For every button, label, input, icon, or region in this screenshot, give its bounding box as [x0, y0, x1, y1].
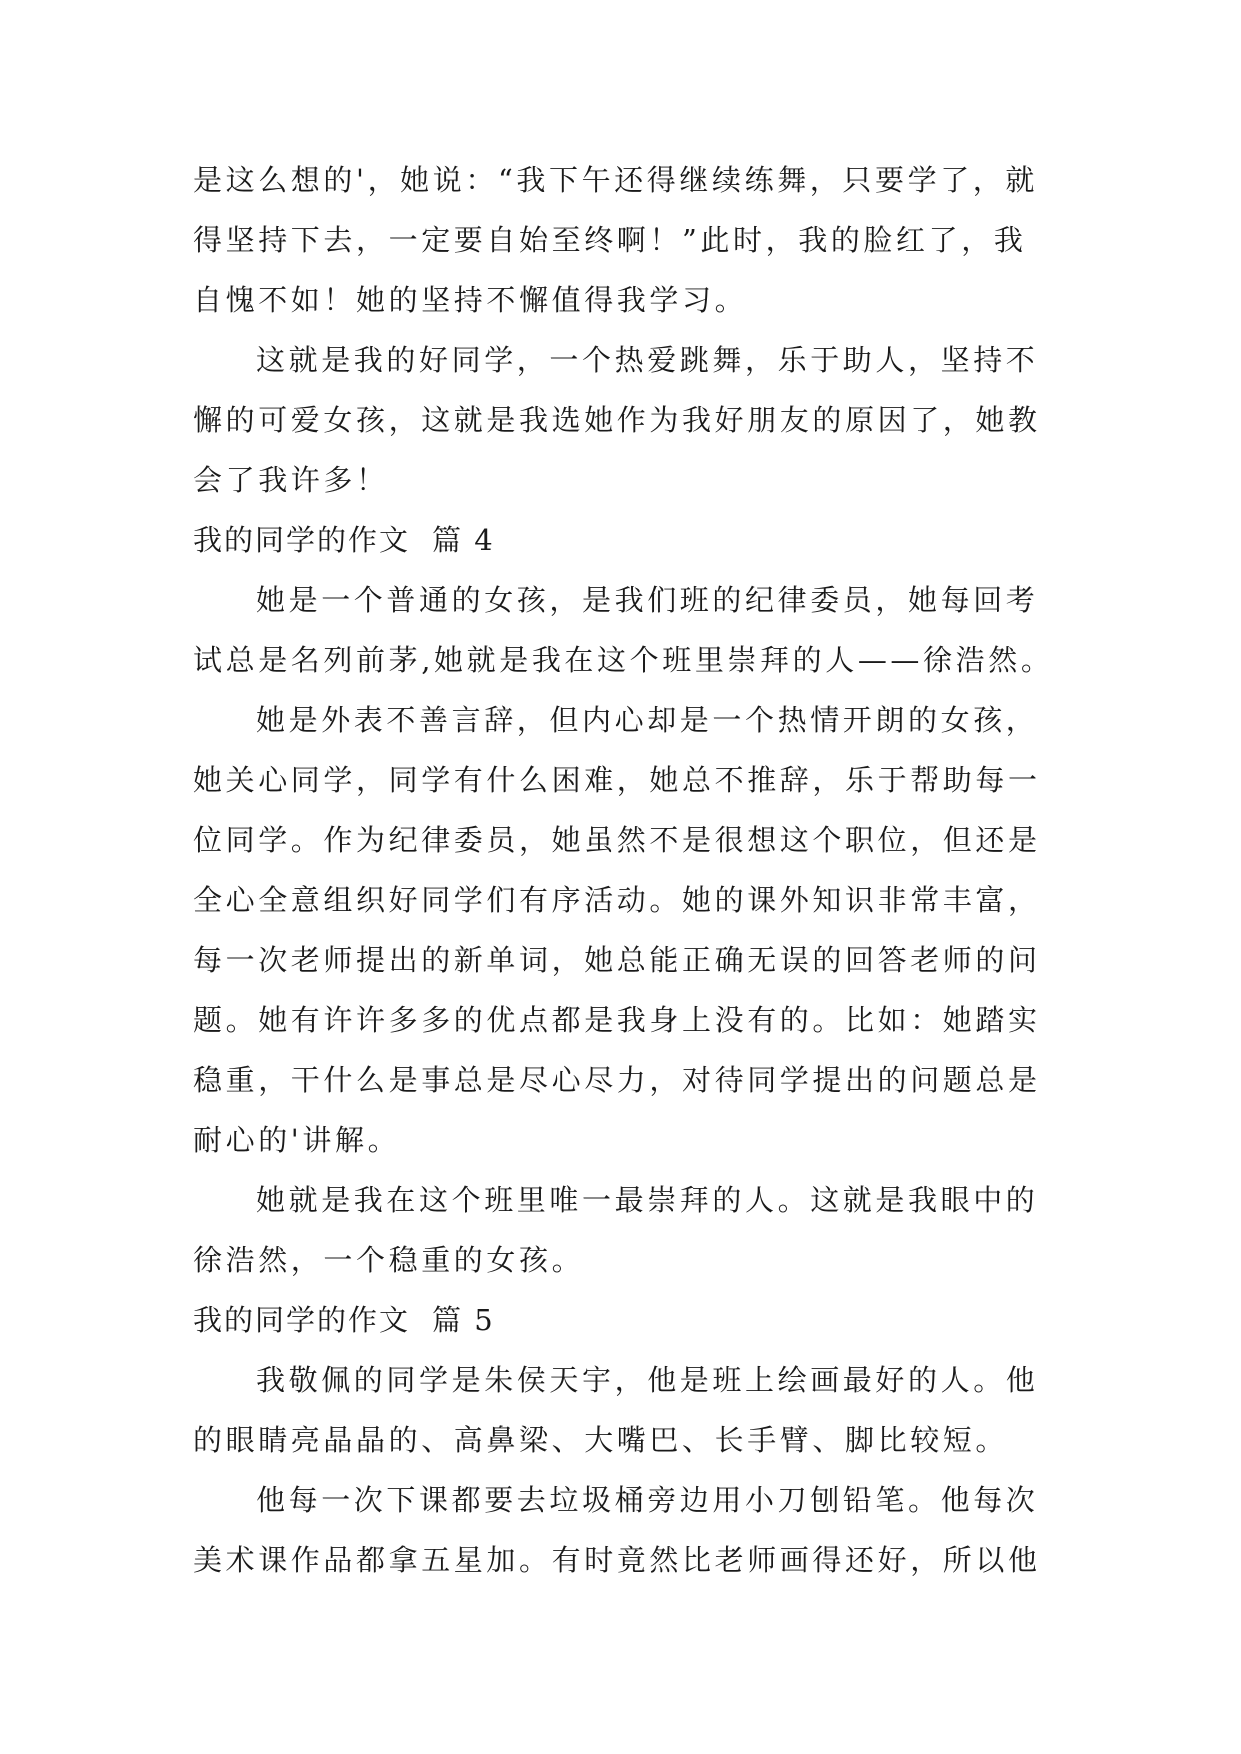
text-line: 自愧不如！她的坚持不懈值得我学习。: [193, 283, 748, 317]
text-line: 得坚持下去，一定要自始至终啊！”此时，我的脸红了，我: [193, 223, 1027, 257]
paragraph: [193, 1350, 1059, 1470]
paragraph: [193, 150, 1059, 330]
text-line: 会了我许多！: [193, 463, 389, 497]
text-line: 徐浩然，一个稳重的女孩。: [193, 1243, 585, 1277]
text-line: 的眼睛亮晶晶的、高鼻梁、大嘴巴、长手臂、脚比较短。: [193, 1423, 1009, 1457]
text-line: 她关心同学，同学有什么困难，她总不推辞，乐于帮助每一: [193, 763, 1041, 797]
text-line: 他每一次下课都要去垃圾桶旁边用小刀刨铅笔。他每次: [256, 1483, 1039, 1517]
text-line: 题。她有许许多多的优点都是我身上没有的。比如：她踏实: [193, 1003, 1041, 1037]
text-line: 位同学。作为纪律委员，她虽然不是很想这个职位，但还是: [193, 823, 1041, 857]
section-heading-part: 篇 5: [432, 1303, 495, 1337]
text-line: 是这么想的'，她说：“我下午还得继续练舞，只要学了，就: [193, 163, 1038, 197]
paragraph: [193, 570, 1059, 690]
paragraph: [193, 330, 1059, 510]
text-line: 每一次老师提出的新单词，她总能正确无误的回答老师的问: [193, 943, 1041, 977]
essay-body: [193, 150, 1059, 1590]
text-line: 我敬佩的同学是朱侯天宇，他是班上绘画最好的人。他: [256, 1363, 1039, 1397]
section-heading: [193, 510, 1059, 570]
text-line: 耐心的'讲解。: [193, 1123, 401, 1157]
section-heading-title: 我的同学的作文: [193, 523, 411, 557]
text-line: 这就是我的好同学，一个热爱跳舞，乐于助人，坚持不: [256, 343, 1039, 377]
section-heading: [193, 1290, 1059, 1350]
section-heading-title: 我的同学的作文: [193, 1303, 411, 1337]
paragraph: [193, 1470, 1059, 1590]
section-heading-part: 篇 4: [432, 523, 495, 557]
text-line: 全心全意组织好同学们有序活动。她的课外知识非常丰富，: [193, 883, 1041, 917]
text-line: 美术课作品都拿五星加。有时竟然比老师画得还好，所以他: [193, 1543, 1041, 1577]
text-line: 她是外表不善言辞，但内心却是一个热情开朗的女孩，: [256, 703, 1039, 737]
text-line: 试总是名列前茅,她就是我在这个班里崇拜的人——徐浩然。: [193, 643, 1054, 677]
paragraph: [193, 690, 1059, 1170]
text-line: 懈的可爱女孩，这就是我选她作为我好朋友的原因了，她教: [193, 403, 1041, 437]
text-line: 她就是我在这个班里唯一最崇拜的人。这就是我眼中的: [256, 1183, 1039, 1217]
text-line: 她是一个普通的女孩，是我们班的纪律委员，她每回考: [256, 583, 1039, 617]
paragraph: [193, 1170, 1059, 1290]
text-line: 稳重，干什么是事总是尽心尽力，对待同学提出的问题总是: [193, 1063, 1041, 1097]
